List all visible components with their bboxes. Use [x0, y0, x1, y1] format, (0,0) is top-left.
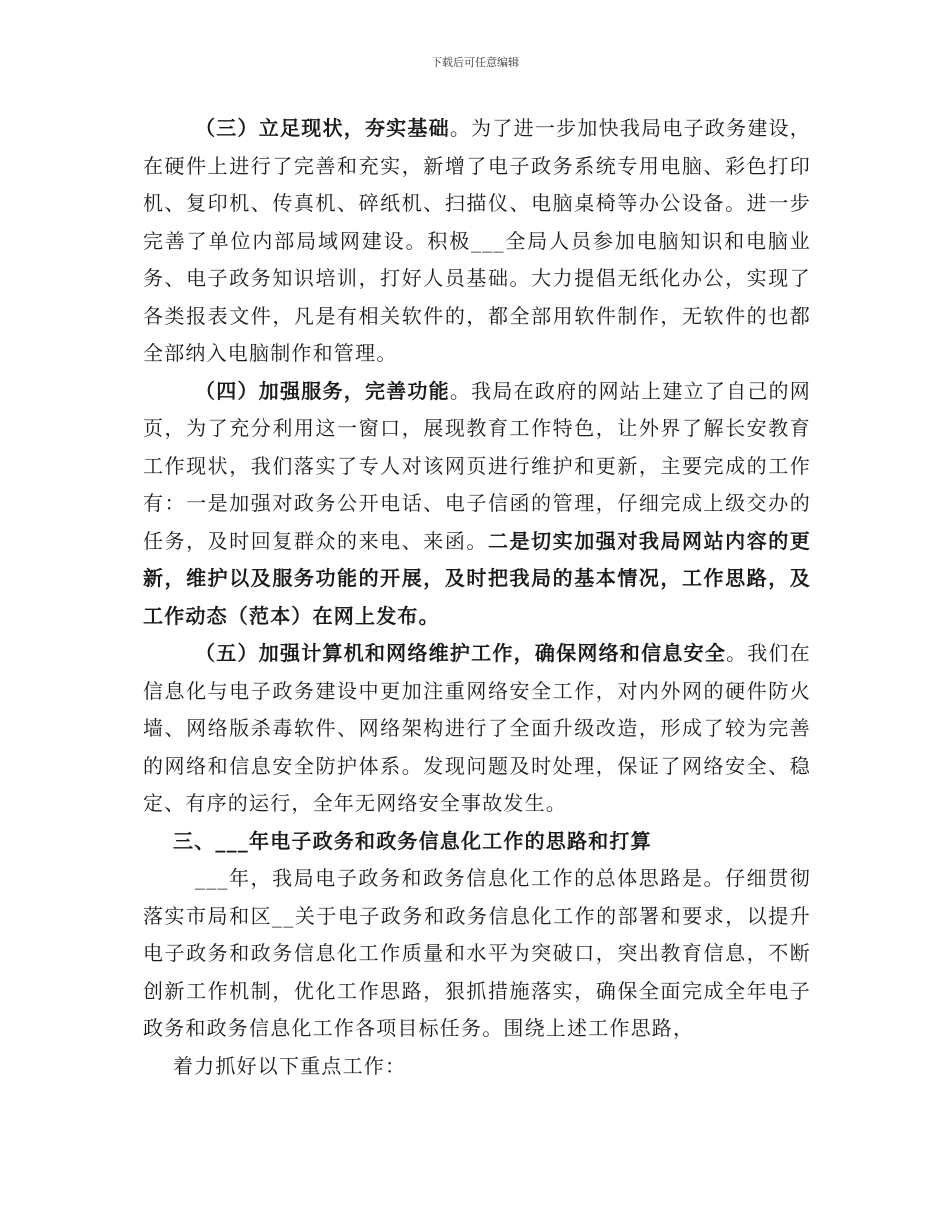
section-3-text: 。为了进一步加快我局电子政务建设，在硬件上进行了完善和充实，新增了电子政务系统专用电脑、彩色打印机、复印机、传真机、碎纸机、扫描仪、电脑桌椅等办公设备。进一步完善了单位内部局域网建设。积极___全局人员参加电脑知识和电脑业务、电子政务知识培训，打好人员基础。大力提倡无纸化办公，实现了各类报表文件，凡是有相关软件的，都全部用软件制作，无软件的也都全部纳入电脑制作和管理。	[143, 116, 812, 365]
document-body	[143, 110, 811, 1085]
section-5-paragraph	[143, 635, 811, 823]
section-4-paragraph	[143, 373, 811, 636]
section-4-bold-tail: 二是切实加强对我局网站内容的更新，维护以及服务功能的开展，及时把我局的基本情况，工作思路，及工作动态（范本）在网上发布。	[143, 528, 812, 628]
section-5-text: 。我们在信息化与电子政务建设中更加注重网络安全工作，对内外网的硬件防火墙、网络版杀毒软件、网络架构进行了全面升级改造，形成了较为完善的网络和信息安全防护体系。发现问题及时处理，保证了网络安全、稳定、有序的运行，全年无网络安全事故发生。	[143, 641, 811, 815]
section-5-heading: （五）加强计算机和网络维护工作，确保网络和信息安全	[195, 641, 727, 665]
plan-paragraph: ___年，我局电子政务和政务信息化工作的总体思路是。仔细贯彻落实市局和区__关于电子政务和政务信息化工作的部署和要求，以提升电子政务和政务信息化工作质量和水平为突破口，突出教育信息，不断创新工作机制，优化工作思路，狠抓措施落实，确保全面完成全年电子政务和政务信息化工作各项目标任务。围绕上述工作思路，	[143, 866, 811, 1040]
page-header: 下载后可任意编辑	[431, 56, 519, 69]
section-4-heading: （四）加强服务，完善功能	[195, 378, 450, 403]
chapter-3-heading: 三、___年电子政务和政务信息化工作的思路和打算	[173, 828, 652, 853]
section-3-heading: （三）立足现状，夯实基础	[195, 116, 450, 140]
section-4-text: 。我局在政府的网站上建立了自己的网页，为了充分利用这一窗口，展现教育工作特色，让外界了解长安教育工作现状，我们落实了专人对该网页进行维护和更新，主要完成的工作有：一是加强对政务公开电话、电子信函的管理，仔细完成上级交办的任务，及时回复群众的来电、来函。	[143, 378, 812, 553]
section-3-paragraph	[143, 110, 811, 373]
closing-paragraph: 着力抓好以下重点工作：	[173, 1053, 407, 1078]
